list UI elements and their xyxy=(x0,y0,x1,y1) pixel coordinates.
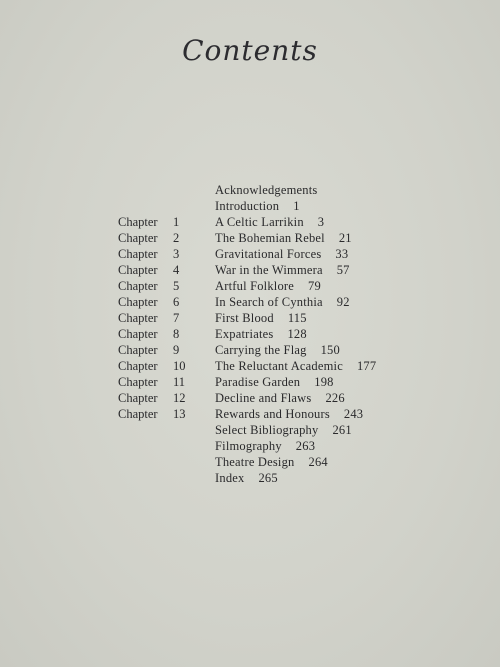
toc-entry xyxy=(118,230,376,246)
page-number: 263 xyxy=(295,439,316,453)
chapter-label: Chapter 9 xyxy=(118,343,180,357)
page-number: 226 xyxy=(325,391,345,405)
chapter-label: Chapter 6 xyxy=(118,295,180,309)
chapter-label xyxy=(118,198,215,214)
chapter-label xyxy=(118,470,215,486)
page-number: 92 xyxy=(336,295,350,309)
entry-title: War in the Wimmera xyxy=(215,263,323,277)
entry-title: Carrying the Flag xyxy=(215,343,307,357)
entry-title: Theatre Design xyxy=(215,455,295,469)
toc-entry xyxy=(118,358,376,374)
entry-title: Index xyxy=(215,471,245,485)
chapter-label: Chapter 4 xyxy=(118,263,180,277)
toc-entry xyxy=(118,422,376,438)
toc-entry xyxy=(118,310,376,326)
toc-entry xyxy=(118,214,376,230)
chapter-label: Chapter 13 xyxy=(118,407,186,421)
entry-title: Rewards and Honours xyxy=(215,407,330,421)
entry-title: Acknowledgements xyxy=(215,183,318,197)
entry-title: Introduction xyxy=(215,199,280,213)
page-number: 177 xyxy=(356,359,377,373)
toc-entry xyxy=(118,294,376,310)
chapter-label xyxy=(118,182,215,198)
entry-title: Select Bibliography xyxy=(215,423,319,437)
entry-title: A Celtic Larrikin xyxy=(215,215,304,229)
toc-entry xyxy=(118,326,376,342)
chapter-label xyxy=(118,422,215,438)
page-number: 264 xyxy=(308,455,328,469)
toc-entry xyxy=(118,198,376,214)
entry-title: Filmography xyxy=(215,439,282,453)
chapter-label xyxy=(118,454,215,470)
page-number: 150 xyxy=(320,343,340,357)
chapter-label: Chapter 3 xyxy=(118,247,180,261)
chapter-label: Chapter 1 xyxy=(118,215,180,229)
chapter-label: Chapter 11 xyxy=(118,375,186,389)
page-number: 79 xyxy=(308,279,321,293)
page-number: 21 xyxy=(338,231,352,245)
page-number: 57 xyxy=(336,263,350,277)
toc-entry xyxy=(118,438,376,454)
entry-title: Decline and Flaws xyxy=(215,391,312,405)
entry-title: First Blood xyxy=(215,311,274,325)
entry-title: Gravitational Forces xyxy=(215,247,322,261)
page-number: 243 xyxy=(343,407,364,421)
toc-entry xyxy=(118,182,376,198)
toc-entry xyxy=(118,374,376,390)
chapter-label: Chapter 5 xyxy=(118,279,180,293)
toc-entry xyxy=(118,390,376,406)
chapter-label: Chapter 8 xyxy=(118,327,180,341)
chapter-label: Chapter 2 xyxy=(118,231,180,245)
chapter-label: Chapter 10 xyxy=(118,359,186,373)
entry-title: Expatriates xyxy=(215,327,274,341)
page-number: 3 xyxy=(317,215,325,229)
toc-entry xyxy=(118,406,376,422)
page-number: 261 xyxy=(332,423,352,437)
table-of-contents xyxy=(118,182,376,486)
page-number: 33 xyxy=(335,247,349,261)
chapter-label xyxy=(118,438,215,454)
entry-title: The Reluctant Academic xyxy=(215,359,343,373)
entry-title: The Bohemian Rebel xyxy=(215,231,325,245)
toc-entry xyxy=(118,470,376,486)
entry-title: Paradise Garden xyxy=(215,375,301,389)
chapter-label: Chapter 7 xyxy=(118,311,180,325)
page-number: 265 xyxy=(258,471,278,485)
page-number: 1 xyxy=(293,199,300,213)
toc-entry xyxy=(118,342,376,358)
page-number: 115 xyxy=(287,311,307,325)
page-number: 198 xyxy=(314,375,334,389)
toc-entry xyxy=(118,454,376,470)
entry-title: Artful Folklore xyxy=(215,279,295,293)
toc-entry xyxy=(118,246,376,262)
page-number: 128 xyxy=(287,327,307,341)
entry-title: In Search of Cynthia xyxy=(215,295,323,309)
page-title: Contents xyxy=(182,34,318,67)
toc-entry xyxy=(118,278,376,294)
toc-entry xyxy=(118,262,376,278)
chapter-label: Chapter 12 xyxy=(118,391,186,405)
